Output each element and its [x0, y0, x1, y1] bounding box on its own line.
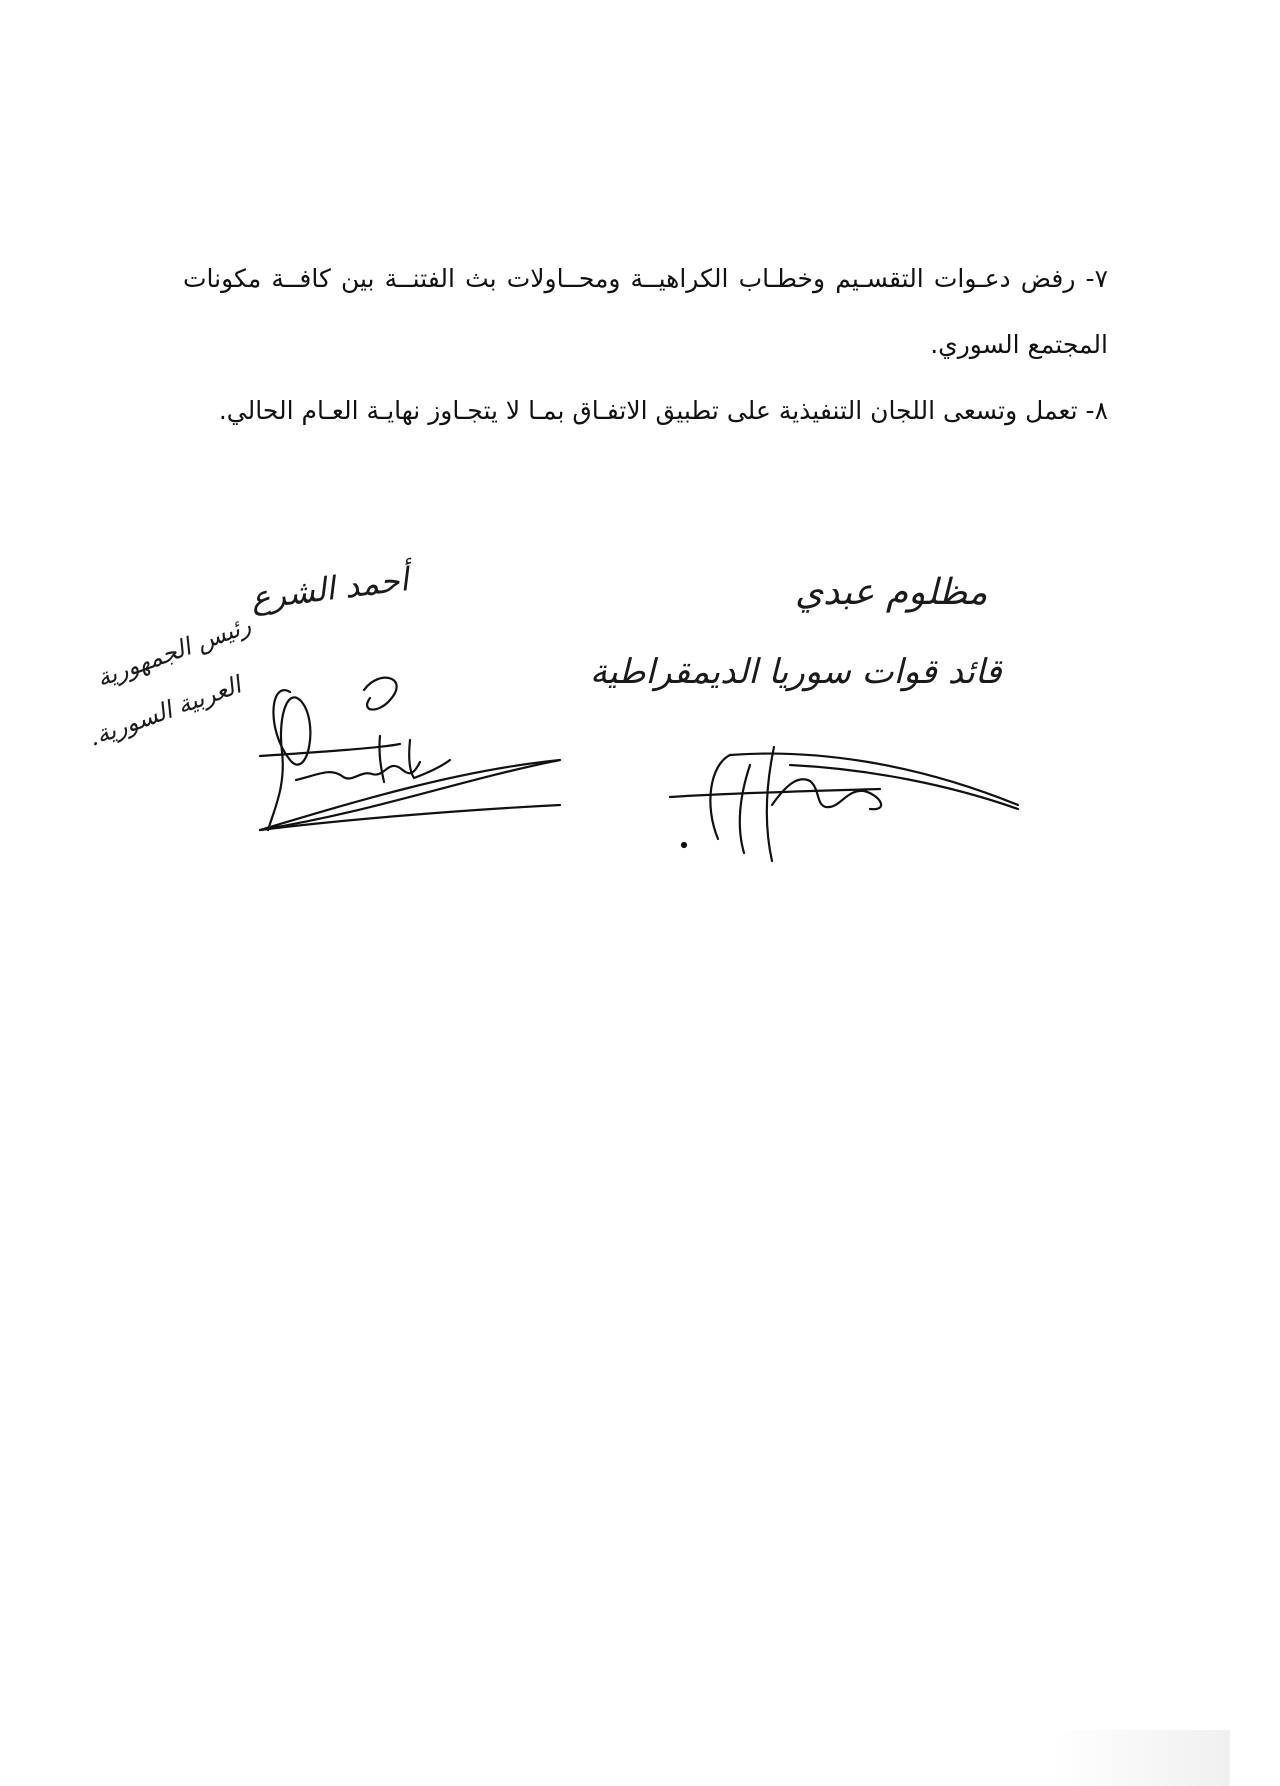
scan-corner-artifact: [1050, 1730, 1230, 1786]
right-signatory-title: قائد قوات سوريا الديمقراطية: [590, 652, 1002, 692]
clause-7: [183, 246, 1108, 378]
right-signature: [670, 745, 1020, 865]
left-signatory-title-line-1: رئيس الجمهورية: [92, 610, 255, 693]
clause-8: [183, 378, 1108, 444]
agreement-clauses: [183, 246, 1108, 444]
clause-number: ٨-: [1085, 396, 1108, 425]
left-signature: [260, 660, 580, 840]
clause-number: ٧-: [1085, 264, 1108, 293]
clause-text: رفض دعـوات التقسـيم وخطـاب الكراهيــة ومحــاولات بث الفتنــة بين كافــة مكونات المجتمع السوري.: [183, 264, 1108, 359]
right-signatory-name: مظلوم عبدي: [795, 572, 988, 613]
clause-text: تعمل وتسعى اللجان التنفيذية على تطبيق الاتفـاق بمـا لا يتجـاوز نهايـة العـام الحالي.: [218, 396, 1078, 425]
left-signatory-title-line-2: العربية السورية.: [84, 670, 245, 752]
left-signatory-name: أحمد الشرع: [248, 560, 411, 618]
